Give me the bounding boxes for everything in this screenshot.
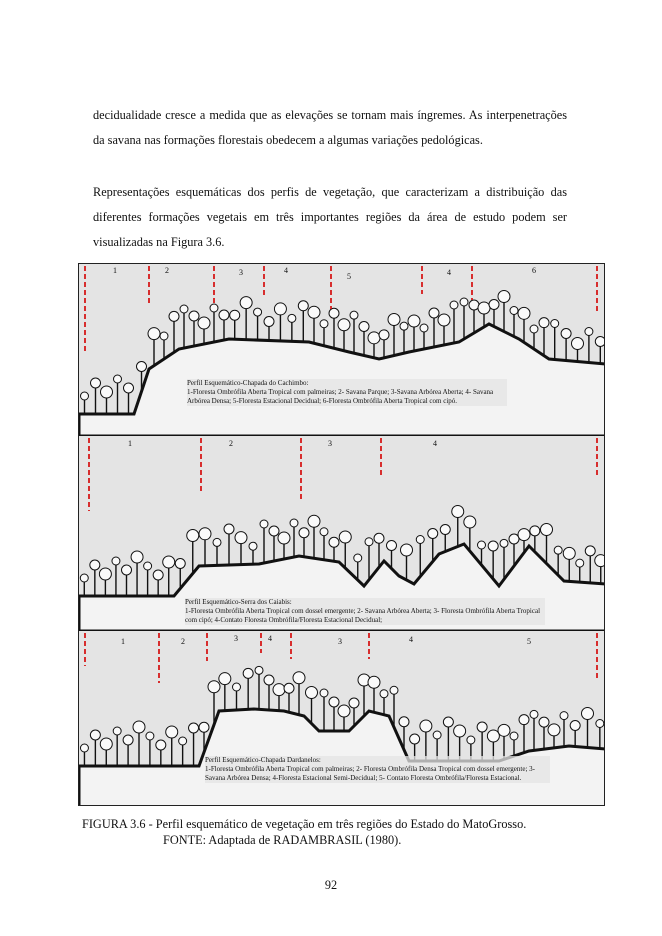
- tree-crown: [187, 530, 199, 542]
- tree-crown: [199, 722, 209, 732]
- tree-crown: [570, 721, 580, 731]
- tree-crown: [460, 298, 468, 306]
- tree-crown: [561, 329, 571, 339]
- tree-crown: [450, 301, 458, 309]
- zone-label: 3: [328, 439, 332, 448]
- tree-crown: [554, 546, 562, 554]
- tree-crown: [260, 520, 268, 528]
- tree-crown: [576, 559, 584, 567]
- tree-crown: [308, 306, 320, 318]
- tree-crown: [368, 332, 380, 344]
- tree-crown: [320, 528, 328, 536]
- zone-label: 3: [234, 634, 238, 643]
- tree-crown: [249, 542, 257, 550]
- tree-crown: [440, 525, 450, 535]
- tree-crown: [278, 532, 290, 544]
- tree-crown: [548, 724, 560, 736]
- tree-crown: [308, 515, 320, 527]
- tree-crown: [349, 698, 359, 708]
- tree-crown: [374, 533, 384, 543]
- tree-crown: [478, 302, 490, 314]
- tree-crown: [539, 318, 549, 328]
- tree-crown: [101, 386, 113, 398]
- tree-crown: [518, 307, 530, 319]
- tree-crown: [224, 524, 234, 534]
- tree-crown: [563, 547, 575, 559]
- tree-crown: [582, 708, 594, 720]
- tree-crown: [428, 529, 438, 539]
- tree-crown: [433, 731, 441, 739]
- panel-title: Perfil Esquemático-Chapada Dardanelos:: [205, 756, 321, 764]
- tree-crown: [454, 725, 466, 737]
- tree-crown: [233, 683, 241, 691]
- tree-crown: [585, 546, 595, 556]
- tree-crown: [519, 715, 529, 725]
- tree-crown: [401, 544, 413, 556]
- tree-crown: [488, 541, 498, 551]
- tree-crown: [284, 683, 294, 693]
- tree-crown: [595, 337, 605, 347]
- tree-crown: [219, 673, 231, 685]
- figure-caption: FIGURA 3.6 - Perfil esquemático de vegetação em três regiões do Estado do MatoGrosso.: [82, 817, 527, 831]
- tree-crown: [198, 317, 210, 329]
- tree-crown: [288, 314, 296, 322]
- tree-crown: [339, 531, 351, 543]
- tree-crown: [175, 559, 185, 569]
- profile-panel-cachimbo: [79, 264, 604, 436]
- tree-crown: [243, 668, 253, 678]
- tree-crown: [219, 310, 229, 320]
- tree-crown: [122, 565, 132, 575]
- tree-crown: [153, 570, 163, 580]
- tree-crown: [329, 697, 339, 707]
- zone-label: 2: [181, 637, 185, 646]
- zone-label: 5: [347, 272, 351, 281]
- tree-crown: [498, 724, 510, 736]
- tree-crown: [213, 538, 221, 546]
- zone-label: 1: [128, 439, 132, 448]
- paragraph-2: Representações esquemáticas dos perfis de vegetação, que caracterizam a distribuição das diferentes formações vegetais em três importantes regiões da área de estudo podem ser visualizadas na Figura 3.6.: [93, 185, 567, 249]
- tree-crown: [91, 378, 101, 388]
- profile-panel-caiabis: [79, 436, 604, 631]
- tree-crown: [189, 723, 199, 733]
- tree-crown: [551, 320, 559, 328]
- tree-crown: [269, 526, 279, 536]
- tree-crown: [133, 721, 145, 733]
- tree-crown: [254, 308, 262, 316]
- zone-label: 2: [165, 266, 169, 275]
- tree-crown: [368, 676, 380, 688]
- tree-crown: [572, 338, 584, 350]
- tree-crown: [112, 557, 120, 565]
- tree-crown: [160, 332, 168, 340]
- zone-label: 3: [239, 268, 243, 277]
- tree-crown: [487, 730, 499, 742]
- tree-crown: [81, 392, 89, 400]
- tree-crown: [509, 534, 519, 544]
- zone-label: 4: [433, 439, 437, 448]
- tree-crown: [255, 666, 263, 674]
- zone-label: 1: [113, 266, 117, 275]
- tree-crown: [541, 524, 553, 536]
- tree-crown: [399, 717, 409, 727]
- tree-crown: [596, 720, 604, 728]
- tree-crown: [230, 310, 240, 320]
- tree-crown: [400, 322, 408, 330]
- tree-crown: [379, 330, 389, 340]
- tree-crown: [90, 730, 100, 740]
- tree-crown: [585, 328, 593, 336]
- tree-crown: [477, 722, 487, 732]
- tree-crown: [498, 291, 510, 303]
- page-number: 92: [324, 878, 338, 892]
- zone-label: 4: [409, 635, 413, 644]
- zone-label: 6: [532, 266, 536, 275]
- tree-crown: [469, 300, 479, 310]
- tree-crown: [530, 710, 538, 718]
- tree-crown: [320, 689, 328, 697]
- tree-crown: [156, 740, 166, 750]
- tree-crown: [320, 320, 328, 328]
- tree-crown: [530, 325, 538, 333]
- tree-crown: [137, 362, 147, 372]
- tree-crown: [365, 538, 373, 546]
- tree-crown: [489, 300, 499, 310]
- tree-crown: [510, 307, 518, 315]
- tree-crown: [80, 574, 88, 582]
- tree-crown: [359, 322, 369, 332]
- vegetation-profile-figure: [78, 263, 605, 806]
- tree-crown: [100, 738, 112, 750]
- tree-crown: [478, 541, 486, 549]
- zone-label: 4: [284, 266, 288, 275]
- zone-label: 4: [447, 268, 451, 277]
- tree-crown: [560, 712, 568, 720]
- tree-crown: [293, 672, 305, 684]
- tree-crown: [298, 301, 308, 311]
- zone-label: 3: [338, 637, 342, 646]
- tree-crown: [210, 304, 218, 312]
- tree-crown: [274, 303, 286, 315]
- tree-crown: [429, 308, 439, 318]
- zone-label: 2: [229, 439, 233, 448]
- zone-label: 1: [121, 637, 125, 646]
- tree-crown: [169, 311, 179, 321]
- tree-crown: [235, 532, 247, 544]
- tree-crown: [240, 297, 252, 309]
- tree-crown: [306, 687, 318, 699]
- panel-title: Perfil Esquemático-Serra dos Caiabis:: [185, 598, 292, 606]
- tree-crown: [464, 516, 476, 528]
- tree-crown: [124, 383, 134, 393]
- tree-crown: [500, 539, 508, 547]
- tree-crown: [90, 560, 100, 570]
- profile-drawing-1: [79, 264, 605, 436]
- tree-crown: [166, 726, 178, 738]
- panel-title: Perfil Esquemático-Chapada do Cachimbo:: [187, 379, 309, 387]
- tree-crown: [467, 736, 475, 744]
- tree-crown: [329, 308, 339, 318]
- tree-crown: [518, 529, 530, 541]
- tree-crown: [299, 528, 309, 538]
- tree-crown: [329, 537, 339, 547]
- tree-crown: [388, 314, 400, 326]
- tree-crown: [416, 536, 424, 544]
- panel-caption-1: [187, 379, 507, 406]
- tree-crown: [179, 737, 187, 745]
- tree-crown: [452, 506, 464, 518]
- tree-crown: [163, 556, 175, 568]
- tree-crown: [113, 727, 121, 735]
- tree-crown: [387, 541, 397, 551]
- tree-crown: [80, 744, 88, 752]
- panel-caption-2: [185, 598, 545, 625]
- zone-label: 5: [527, 637, 531, 646]
- tree-crown: [144, 562, 152, 570]
- tree-crown: [420, 720, 432, 732]
- tree-crown: [264, 317, 274, 327]
- tree-crown: [510, 732, 518, 740]
- panel-legend: 1-Floresta Ombrófila Aberta Tropical com palmeiras; 2- Savana Parque; 3-Savana Arbórea Aberta; 4- Savana Arbórea Densa; 5-Floresta Estacional Decidual; 6-Floresta Ombrófila Aberta Tropical com cipó.: [187, 388, 494, 405]
- panel-caption-3: [205, 756, 550, 783]
- tree-crown: [420, 324, 428, 332]
- tree-crown: [438, 314, 450, 326]
- tree-crown: [180, 305, 188, 313]
- tree-crown: [264, 675, 274, 685]
- tree-crown: [131, 551, 143, 563]
- zone-label: 4: [268, 634, 272, 643]
- tree-crown: [443, 717, 453, 727]
- tree-crown: [114, 375, 122, 383]
- tree-crown: [199, 528, 211, 540]
- panel-legend: 1-Floresta Ombrófila Aberta Tropical com palmeiras; 2- Floresta Ombrófila Densa Tropical com dossel emergente; 3- Savana Arbórea Densa; 4-Floresta Estacional Semi-Decidual; 5- Contato Floresta Ombrófila/Floresta Estacional.: [205, 765, 535, 782]
- tree-crown: [148, 328, 160, 340]
- tree-crown: [354, 554, 362, 562]
- tree-crown: [290, 519, 298, 527]
- tree-crown: [338, 319, 350, 331]
- panel-legend: 1-Floresta Ombrófila Aberta Tropical com dossel emergente; 2- Savana Arbórea Aberta; 3- Floresta Ombrófila Aberta Tropical com cipó; 4-Contato Floresta Ombrófila/Floresta Estacional Decidual;: [185, 607, 541, 624]
- tree-crown: [410, 734, 420, 744]
- tree-crown: [390, 686, 398, 694]
- tree-crown: [380, 690, 388, 698]
- tree-crown: [273, 684, 285, 696]
- tree-crown: [208, 681, 220, 693]
- figure-source: FONTE: Adaptada de RADAMBRASIL (1980).: [163, 833, 402, 847]
- tree-crown: [350, 311, 358, 319]
- tree-crown: [408, 315, 420, 327]
- tree-crown: [530, 526, 540, 536]
- paragraph-1: decidualidade cresce a medida que as elevações se tornam mais íngremes. As interpenetrações da savana nas formações florestais obedecem a algumas variações pedológicas.: [93, 108, 567, 147]
- profile-panel-dardanelos: [79, 631, 604, 806]
- tree-crown: [595, 555, 605, 567]
- tree-crown: [539, 717, 549, 727]
- tree-crown: [99, 568, 111, 580]
- tree-crown: [146, 732, 154, 740]
- tree-crown: [123, 735, 133, 745]
- tree-crown: [338, 705, 350, 717]
- tree-crown: [189, 311, 199, 321]
